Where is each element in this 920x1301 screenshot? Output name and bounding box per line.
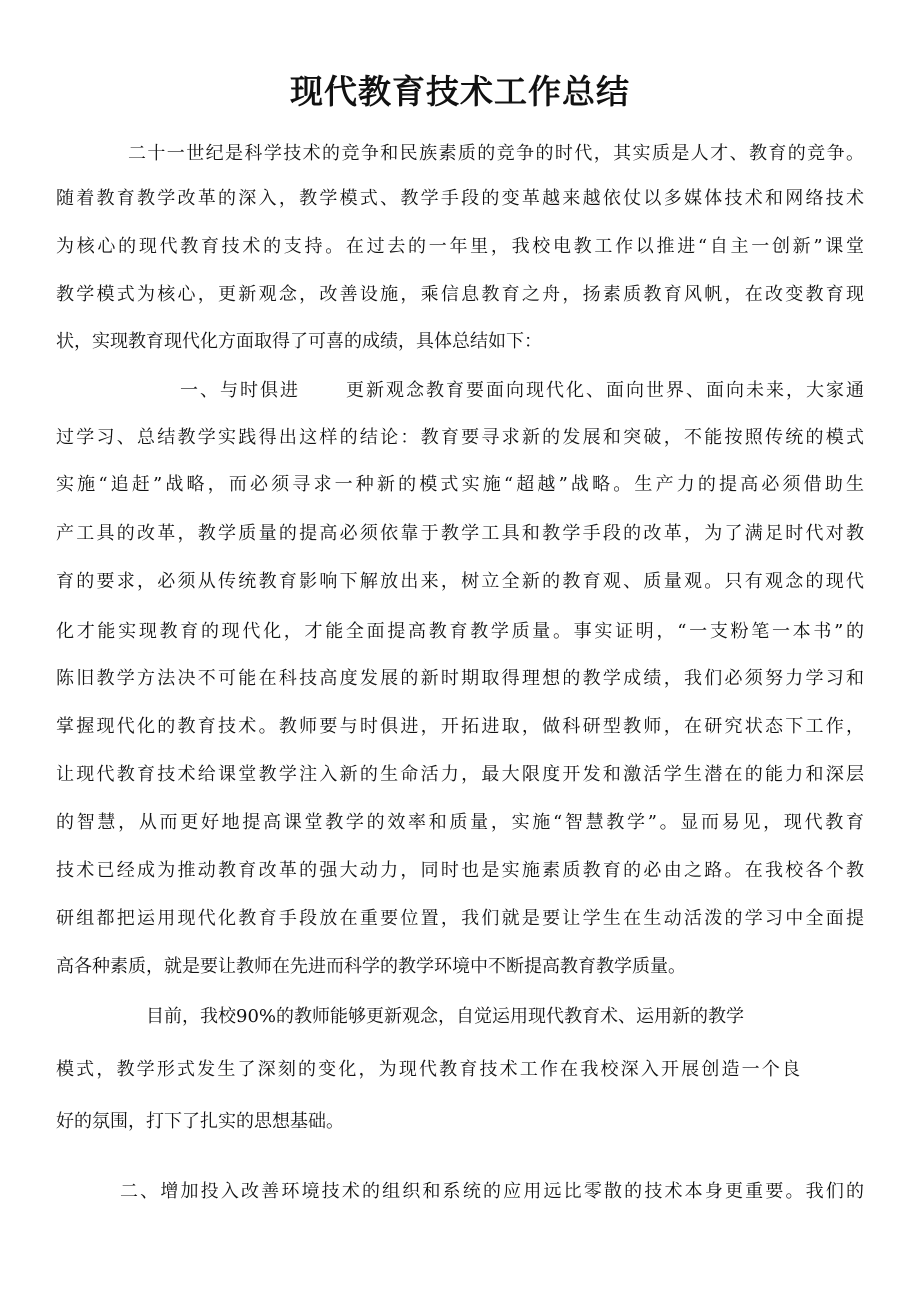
section1-line: 实施“追赶”战略，而必须寻求一种新的模式实施“超越”战略。生产力的提高必须借助生 (56, 474, 864, 495)
intro-line: 教学模式为核心，更新观念，改善设施，乘信息教育之舟，扬素质教育风帆，在改变教育现 (56, 284, 864, 305)
para3-line: 目前，我校90%的教师能够更新观念，自觉运用现代教育术、运用新的教学 (146, 1006, 745, 1027)
section1-line: 过学习、总结教学实践得出这样的结论：教育要寻求新的发展和突破，不能按照传统的模式 (56, 427, 864, 448)
intro-line: 二十一世纪是科学技术的竞争和民族素质的竞争的时代，其实质是人才、教育的竞争。 (128, 143, 864, 164)
section2-line: 二、增加投入改善环境技术的组织和系统的应用远比零散的技术本身更重要。我们的 (120, 1181, 864, 1202)
section1-line: 高各种素质，就是要让教师在先进而科学的教学环境中不断提高教育教学质量。 (56, 956, 686, 977)
section1-first-line (180, 378, 864, 404)
intro-line: 随着教育教学改革的深入，教学模式、教学手段的变革越来越依仗以多媒体技术和网络技术 (56, 188, 864, 209)
section1-line: 陈旧教学方法决不可能在科技高度发展的新时期取得理想的教学成绩，我们必须努力学习和 (56, 668, 864, 689)
section1-line: 让现代教育技术给课堂教学注入新的生命活力，最大限度开发和激活学生潜在的能力和深层 (56, 764, 864, 785)
section1-line: 产工具的改革，教学质量的提高必须依靠于教学工具和教学手段的改革，为了满足时代对教 (56, 523, 864, 544)
para3-line: 模式，教学形式发生了深刻的变化，为现代教育技术工作在我校深入开展创造一个良 (56, 1059, 800, 1080)
section1-line: 研组都把运用现代化教育手段放在重要位置，我们就是要让学生在生动活泼的学习中全面提 (56, 908, 864, 929)
para3-line: 好的氛围，打下了扎实的思想基础。 (56, 1111, 344, 1132)
section1-line: 掌握现代化的教育技术。教师要与时俱进，开拓进取，做科研型教师，在研究状态下工作， (56, 716, 864, 737)
intro-line: 状，实现教育现代化方面取得了可喜的成绩，具体总结如下： (56, 331, 542, 352)
document-title: 现代教育技术工作总结 (290, 72, 630, 111)
section1-first-text: 更新观念教育要面向现代化、面向世界、面向未来，大家通 (344, 380, 864, 401)
section1-line: 育的要求，必须从传统教育影响下解放出来，树立全新的教育观、质量观。只有观念的现代 (56, 571, 864, 592)
section1-line: 化才能实现教育的现代化，才能全面提高教育教学质量。事实证明，“一支粉笔一本书”的 (56, 621, 864, 642)
section1-heading: 一、与时俱进 (180, 380, 300, 401)
intro-line: 为核心的现代教育技术的支持。在过去的一年里，我校电教工作以推进“自主一创新”课堂 (56, 236, 864, 257)
section1-line: 技术已经成为推动教育改革的强大动力，同时也是实施素质教育的必由之路。在我校各个教 (56, 860, 864, 881)
section1-line: 的智慧，从而更好地提高课堂教学的效率和质量，实施“智慧教学”。显而易见，现代教育 (56, 812, 864, 833)
